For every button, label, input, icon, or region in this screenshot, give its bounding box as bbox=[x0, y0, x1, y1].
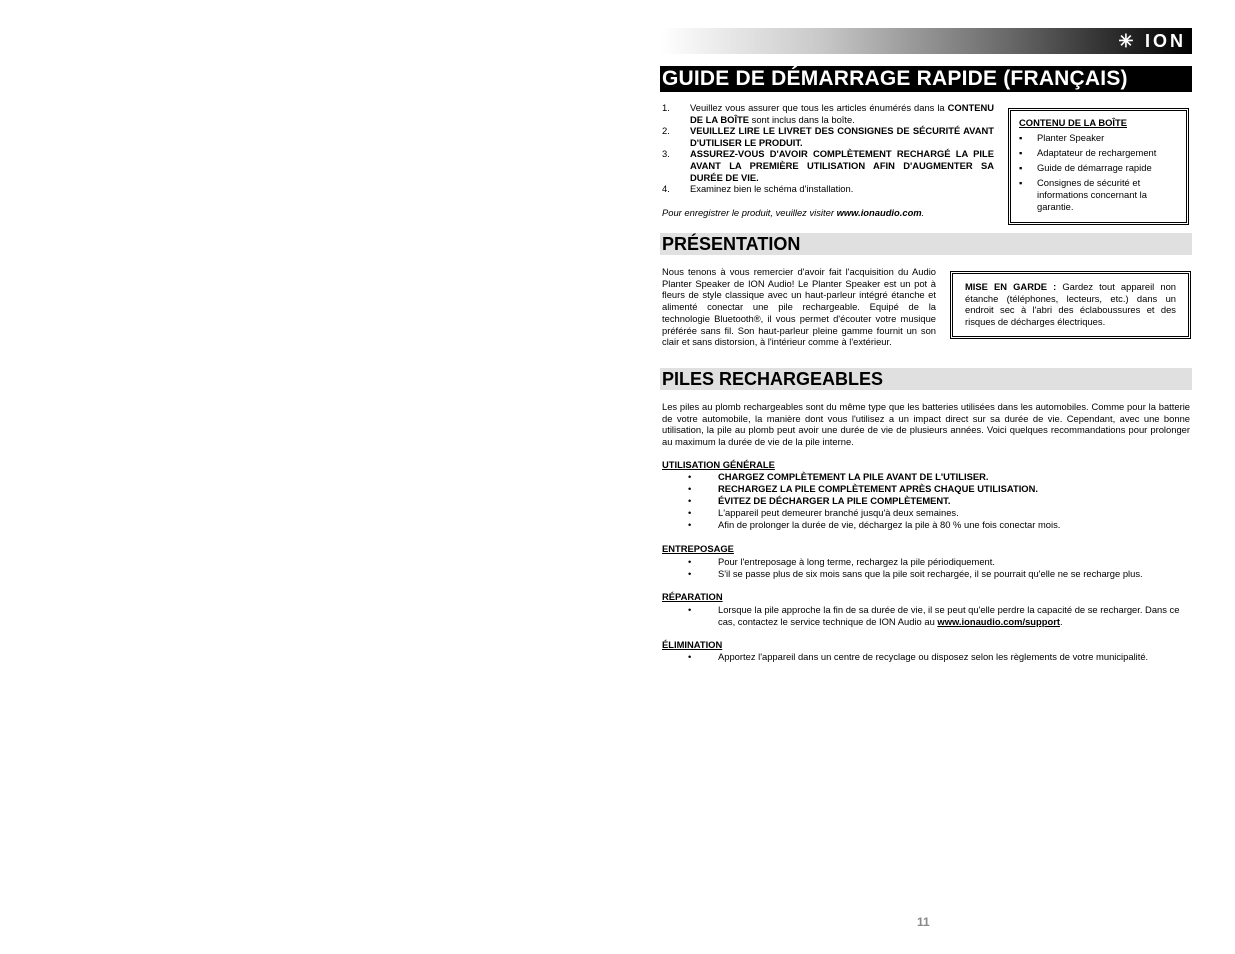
piles-text: Les piles au plomb rechargeables sont du même type que les batteries utilisées dans les automobiles. Comme pour la batterie de votre automobile, la manière dont vous l'utilisez a un impact direct sur sa durée de vie. Cependant, avec une bonne utilisation, la pile au plomb peut avoir une durée de vie de plusieurs années. Voici quelques recommandations pour prolonger au maximum la durée de vie de la pile interne. bbox=[662, 401, 1190, 448]
square-bullet-icon: ▪ bbox=[1019, 132, 1023, 143]
page-title: GUIDE DE DÉMARRAGE RAPIDE (FRANÇAIS) bbox=[660, 66, 1192, 92]
bullet-icon: • bbox=[688, 556, 692, 567]
section-heading-presentation: PRÉSENTATION bbox=[660, 233, 1192, 255]
step-text-part: Veuillez vous assurer que tous les articles énumérés dans la bbox=[690, 102, 945, 113]
support-link[interactable]: www.ionaudio.com/support bbox=[937, 616, 1060, 627]
section-heading-piles: PILES RECHARGEABLES bbox=[660, 368, 1192, 390]
list-item-text: S'il se passe plus de six mois sans que la pile soit rechargée, il se pourrait qu'elle ne se recharge plus. bbox=[718, 568, 1143, 579]
list-item-text: CHARGEZ COMPLÈTEMENT LA PILE AVANT DE L'UTILISER. bbox=[718, 471, 989, 482]
subheading-elimination: ÉLIMINATION bbox=[662, 639, 723, 650]
list-item bbox=[1019, 147, 1178, 159]
page-number: 11 bbox=[917, 915, 930, 929]
ion-logo bbox=[1118, 30, 1186, 52]
square-bullet-icon: ▪ bbox=[1019, 162, 1023, 173]
elimination-list bbox=[688, 651, 1190, 663]
register-end: . bbox=[921, 207, 925, 218]
step-number: 1. bbox=[662, 102, 670, 113]
list-item-text: Planter Speaker bbox=[1037, 132, 1105, 143]
step-item bbox=[662, 183, 994, 195]
bullet-icon: • bbox=[688, 651, 692, 662]
list-item bbox=[688, 471, 1190, 483]
bullet-icon: • bbox=[688, 604, 692, 615]
step-number: 2. bbox=[662, 125, 670, 137]
warning-label: MISE EN GARDE : bbox=[965, 281, 1057, 292]
list-item-text bbox=[718, 604, 1190, 628]
warning-text: Gardez tout appareil non étanche (téléphones, lecteurs, etc.) dans un endroit sec à l'abri des éclaboussures et des risques de décharges électriques. bbox=[965, 281, 1176, 328]
box-contents-panel bbox=[1008, 108, 1189, 225]
list-item-text: Guide de démarrage rapide bbox=[1037, 162, 1152, 173]
bullet-icon: • bbox=[688, 507, 692, 518]
step-text bbox=[690, 102, 994, 125]
header-gradient-bar bbox=[660, 28, 1192, 54]
list-item bbox=[688, 483, 1190, 495]
subheading-utilisation: UTILISATION GÉNÉRALE bbox=[662, 459, 775, 470]
steps-list bbox=[662, 102, 994, 195]
box-contents-title: CONTENU DE LA BOÎTE bbox=[1019, 117, 1127, 128]
step-item bbox=[662, 148, 994, 183]
box-contents-list bbox=[1019, 132, 1178, 213]
logo-text: ION bbox=[1144, 31, 1186, 51]
step-item bbox=[662, 102, 994, 125]
subheading-reparation: RÉPARATION bbox=[662, 591, 723, 602]
step-number: 3. bbox=[662, 148, 670, 160]
square-bullet-icon: ▪ bbox=[1019, 177, 1023, 188]
reparation-text: Lorsque la pile approche la fin de sa durée de vie, il se peut qu'elle perdre la capacité de se recharger. Dans ce cas, contactez le service technique de ION Audio au bbox=[718, 604, 1180, 627]
step-text-part: sont inclus dans la boîte. bbox=[751, 113, 855, 125]
list-item bbox=[1019, 177, 1178, 213]
list-item bbox=[688, 604, 1190, 628]
list-item-text: Afin de prolonger la durée de vie, déchargez la pile à 80 % une fois conectar mois. bbox=[718, 519, 1061, 530]
square-bullet-icon: ▪ bbox=[1019, 147, 1023, 158]
star-icon: ✳ bbox=[1118, 31, 1137, 51]
register-link[interactable]: www.ionaudio.com bbox=[836, 207, 922, 218]
list-item-text: Consignes de sécurité et informations concernant la garantie. bbox=[1037, 177, 1147, 212]
step-bold-text: CONTENU DE LA BOÎTE bbox=[690, 102, 994, 125]
reparation-end: . bbox=[1059, 616, 1063, 627]
step-text: Examinez bien le schéma d'installation. bbox=[690, 183, 854, 195]
register-note bbox=[662, 207, 924, 218]
presentation-text: Nous tenons à vous remercier d'avoir fait l'acquisition du Audio Planter Speaker de ION Audio! Le Planter Speaker est un pot à fleurs de style classique avec un haut-parleur intégré étanche et alimenté conectar une pile rechargeable. Equipé de la technologie Bluetooth®, il vous permet d'écouter votre musique préférée sans fil. Son haut-parleur pleine gamme fournit un son clair et sans distorsion, à l'intérieur comme à l'extérieur. bbox=[662, 266, 936, 348]
list-item bbox=[1019, 162, 1178, 174]
bullet-icon: • bbox=[688, 568, 692, 579]
bullet-icon: • bbox=[688, 483, 692, 494]
list-item bbox=[688, 651, 1190, 663]
list-item bbox=[688, 556, 1190, 568]
list-item-text: Adaptateur de rechargement bbox=[1037, 147, 1157, 158]
subheading-entreposage: ENTREPOSAGE bbox=[662, 543, 734, 554]
list-item bbox=[688, 519, 1190, 531]
bullet-icon: • bbox=[688, 471, 692, 482]
list-item bbox=[688, 568, 1190, 580]
list-item-text: ÉVITEZ DE DÉCHARGER LA PILE COMPLÈTEMENT. bbox=[718, 495, 951, 506]
step-item bbox=[662, 125, 994, 148]
bullet-icon: • bbox=[688, 519, 692, 530]
list-item-text: RECHARGEZ LA PILE COMPLÈTEMENT APRÈS CHAQUE UTILISATION. bbox=[718, 483, 1038, 494]
list-item-text: Pour l'entreposage à long terme, rechargez la pile périodiquement. bbox=[718, 556, 995, 567]
warning-panel bbox=[950, 271, 1191, 339]
step-bold-text: VEUILLEZ LIRE LE LIVRET DES CONSIGNES DE SÉCURITÉ AVANT D'UTILISER LE PRODUIT. bbox=[690, 125, 994, 148]
bullet-icon: • bbox=[688, 495, 692, 506]
step-number: 4. bbox=[662, 183, 670, 195]
entreposage-list bbox=[688, 556, 1190, 580]
list-item-text: L'appareil peut demeurer branché jusqu'à deux semaines. bbox=[718, 507, 959, 518]
reparation-list bbox=[688, 604, 1190, 628]
list-item bbox=[688, 495, 1190, 507]
list-item-text: Apportez l'appareil dans un centre de recyclage ou disposez selon les règlements de votre municipalité. bbox=[718, 651, 1149, 662]
step-bold-text: ASSUREZ-VOUS D'AVOIR COMPLÈTEMENT RECHARGÉ LA PILE AVANT LA PREMIÈRE UTILISATION AFIN D'AUGMENTER SA DURÉE DE VIE. bbox=[690, 148, 994, 183]
list-item bbox=[688, 507, 1190, 519]
register-text: Pour enregistrer le produit, veuillez visiter bbox=[662, 207, 834, 218]
utilisation-list bbox=[688, 471, 1190, 531]
list-item bbox=[1019, 132, 1178, 144]
